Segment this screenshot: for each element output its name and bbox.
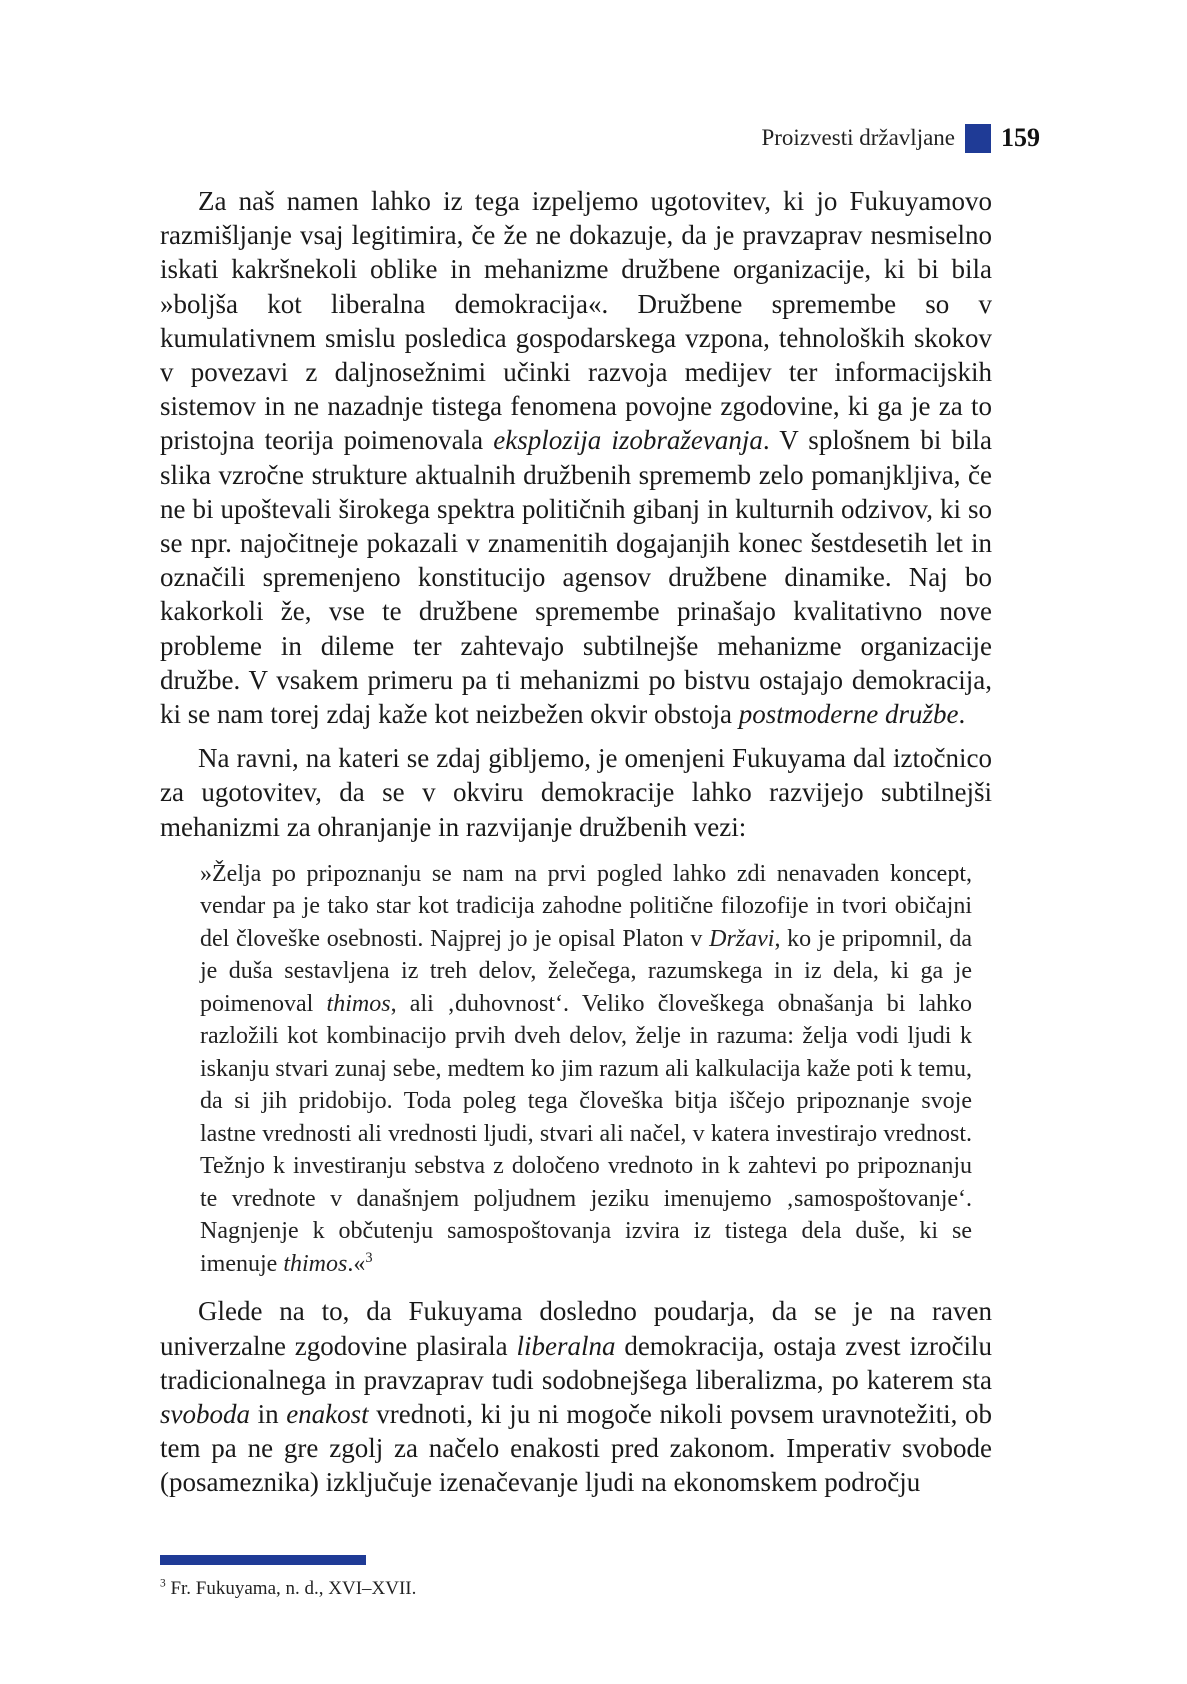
emphasis-text: enakost [286,1398,369,1429]
quote-text-run: , ali ‚duhovnost‘. Veliko človeškega obnašanja bi lahko razložili kot kombinacijo prvih dveh delov, želje in razuma: želja vodi ljudi k iskanju stvari zunaj sebe, medtem ko jim razum ali kalkulacija kaže poti k temu, da si jih pridobijo. Toda poleg tega človeška bitja iščejo pripoznanje svoje lastne vrednosti ali vrednosti ljudi, stvari ali načel, v katera investirajo vrednost. Težnjo k investiranju sebstva z določeno vrednoto in k zahtevi po pripoznanju te vrednote v današnjem poljudnem jeziku imenujemo ‚samospoštovanje‘. Nagnjenje k občutenju samospoštovanja izvira iz tistega dela duše, ki se imenuje [200,990,972,1277]
emphasis-text: liberalna [516,1330,616,1361]
footnote-number: 3 [160,1577,166,1590]
paragraph [160,184,992,731]
running-header [640,118,1040,158]
paragraph [160,1294,992,1499]
quote-text-run: »Želja po pripoznanju se nam na prvi pogled lahko zdi nenavaden koncept, vendar pa je tako star kot tradicija zahodne politične filozofije in tvori običajni del človeške osebnosti. Najprej jo je opisal Platon v [200,860,972,952]
text-run: . [958,699,966,730]
running-header-title: Proizvesti državljane [761,125,955,150]
quote-emphasis: thimos [283,1250,348,1277]
paragraph [160,741,992,844]
quote-emphasis: thimos [326,990,391,1017]
footnote-reference[interactable]: 3 [365,1249,373,1266]
text-run: Na ravni, na kateri se zdaj gibljemo, je omenjeni Fukuyama dal iztočnico za ugotovitev, da se v okviru demokracije lahko razvijejo subtilnejši mehanizmi za ohranjanje in razvijanje družbenih vezi: [160,743,992,842]
text-run: vrednoti, ki ju ni mogoče nikoli povsem uravnotežiti, ob tem pa ne gre zgolj za načelo enakosti pred zakonom. Imperativ svobode (posameznika) izključuje izenačevanje ljudi na ekonomskem področju [160,1398,992,1498]
main-text [160,184,992,1500]
text-run: Glede na to, da Fukuyama dosledno poudarja, da se je na raven univerzalne zgodovine plasirala [160,1296,992,1361]
emphasis-text: eksplozija izobraževanja [493,425,763,456]
text-run: . V splošnem bi bila slika vzročne strukture aktualnih družbenih sprememb zelo pomanjkljiva, če ne bi upoštevali širokega spektra političnih gibanj in kulturnih odzivov, ki so se npr. najočitneje pokazali v znamenitih dogajanjih konec šestdesetih let in označili spremenjeno konstitucijo agensov družbene dinamike. Naj bo kakorkoli že, vse te družbene spremembe prinašajo kvalitativno nove probleme in dileme ter zahtevajo subtilnejše mehanizme organizacije družbe. V vsakem primeru pa ti mehanizmi po bistvu ostajajo demokracija, ki se nam torej zdaj kaže kot neizbežen okvir obstoja [160,425,993,730]
quote-text-run: , ko je pripomnil, da je duša sestavljena iz treh delov, želečega, razumskega in iz dela, ki ga je poimenoval [200,925,972,1017]
quote-text-run: .« [347,1250,366,1277]
block-quote [200,858,972,1281]
text-run: in [250,1398,287,1429]
text-run: Za naš namen lahko iz tega izpeljemo ugotovitev, ki jo Fukuyamovo razmišljanje vsaj legitimira, če že ne dokazuje, da je pravzaprav nesmiselno iskati kakršnekoli oblike in mehanizme družbene organizacije, ki bi bila »boljša kot liberalna demokracija«. Družbene spremembe so v kumulativnem smislu posledica gospodarskega vzpona, tehnoloških skokov v povezavi z daljnosežnimi učinki razvoja medijev ter informacijskih sistemov in ne nazadnje tistega fenomena povojne zgodovine, ki ga je za to pristojna teorija poimenovala [160,186,992,456]
footnote-text: Fr. Fukuyama, n. d., XVI–XVII. [170,1578,417,1599]
quote-emphasis: Državi [709,925,775,952]
page-number: 159 [1001,123,1040,152]
footnote [160,1578,760,1600]
emphasis-text: postmoderne družbe [738,699,959,730]
header-square-mark [965,124,991,153]
emphasis-text: svoboda [160,1398,250,1429]
text-run: demokracija, ostaja zvest izročilu tradicionalnega in pravzaprav tudi sodobnejšega liberalizma, po katerem sta [160,1330,992,1395]
footnote-divider [160,1555,366,1565]
